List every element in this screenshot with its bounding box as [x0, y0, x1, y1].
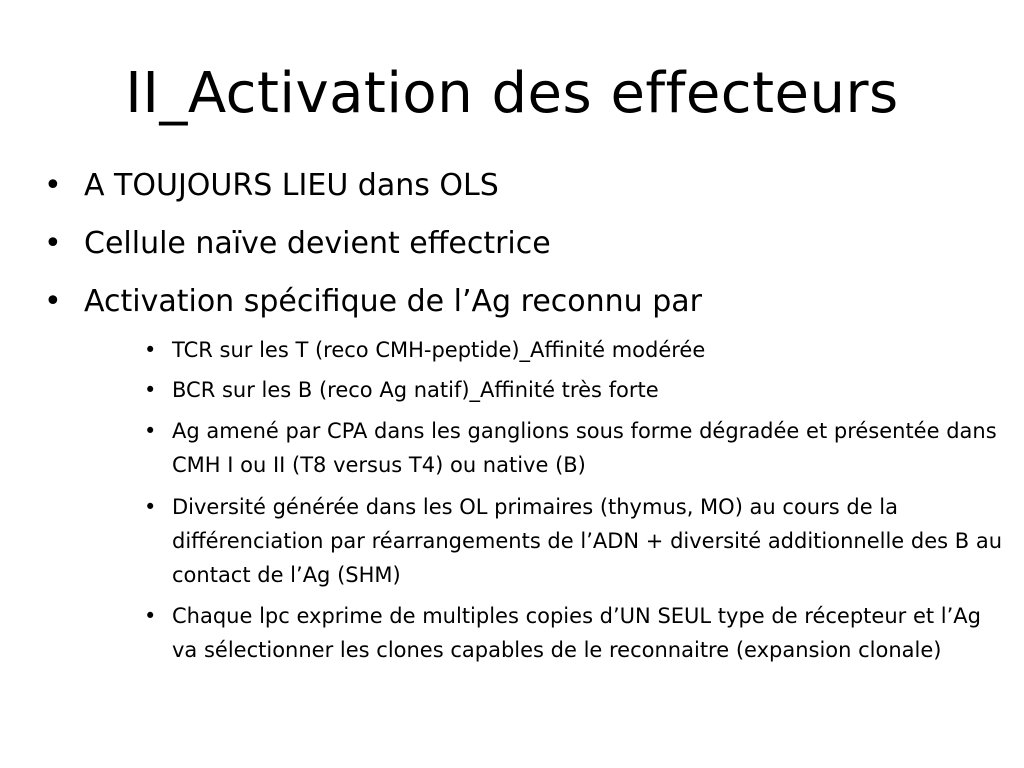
sub-bullet-item [144, 490, 1004, 592]
bullet-marker: • [44, 284, 62, 319]
sub-bullet-text: TCR sur les T (reco CMH-peptide)_Affinité modérée [172, 338, 706, 362]
bullet-item [44, 224, 551, 264]
slide-title: II_Activation des effecteurs [125, 61, 899, 126]
sub-bullet-item [144, 414, 1004, 482]
sub-bullet-text: Ag amené par CPA dans les ganglions sous forme dégradée et présentée dans CMH I ou II (T8 versus T4) ou native (B) [172, 419, 997, 477]
bullet-item [44, 166, 499, 206]
bullet-text: A TOUJOURS LIEU dans OLS [84, 168, 499, 203]
bullet-item [44, 282, 702, 322]
sub-bullet-item [144, 599, 1004, 667]
sub-bullet-text: Diversité générée dans les OL primaires (thymus, MO) au cours de la différenciation par réarrangements de l’ADN + diversité additionnelle des B au contact de l’Ag (SHM) [172, 495, 1003, 587]
sub-bullet-marker: • [144, 604, 157, 628]
sub-bullet-marker: • [144, 378, 157, 402]
sub-bullet-text: BCR sur les B (reco Ag natif)_Affinité très forte [172, 378, 659, 402]
sub-bullet-marker: • [144, 338, 157, 362]
bullet-text: Cellule naïve devient effectrice [84, 226, 551, 261]
bullet-marker: • [44, 168, 62, 203]
sub-bullet-text: Chaque lpc exprime de multiples copies d’UN SEUL type de récepteur et l’Ag va sélectionner les clones capables de le reconnaitre (expansion clonale) [172, 604, 981, 662]
bullet-marker: • [44, 226, 62, 261]
bullet-text: Activation spécifique de l’Ag reconnu par [84, 284, 702, 319]
sub-bullet-marker: • [144, 495, 157, 519]
sub-bullet-item [144, 333, 1004, 367]
sub-bullet-item [144, 373, 1004, 407]
sub-bullet-marker: • [144, 419, 157, 443]
